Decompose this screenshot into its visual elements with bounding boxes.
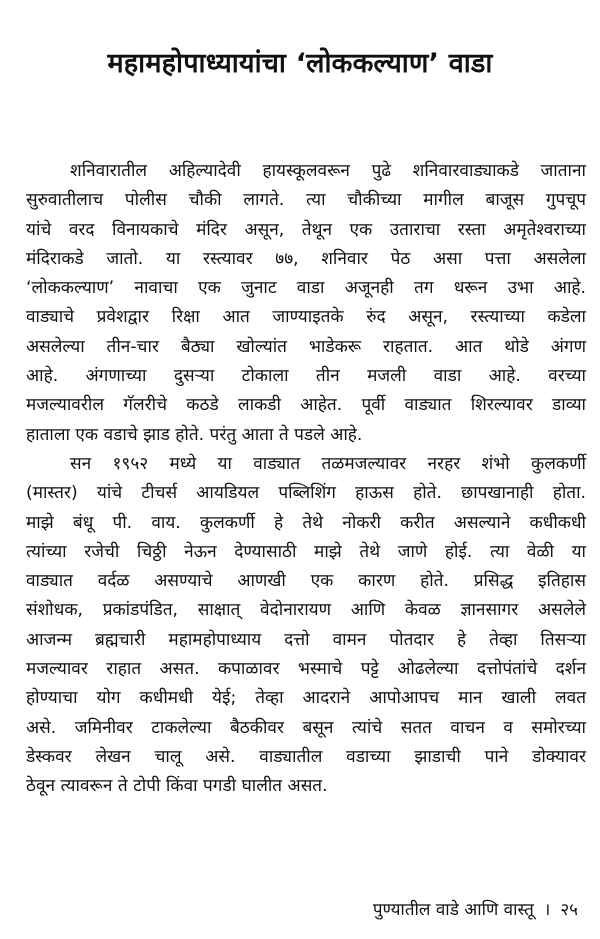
body-text bbox=[26, 157, 586, 802]
text-line: असे. जमिनीवर टाकलेल्या बैठकीवर बसून त्यांचे सतत वाचन व समोरच्या bbox=[26, 717, 586, 738]
text-line: मंदिराकडे जातो. या रस्त्यावर ७७, शनिवार पेठ असा पत्ता असलेला bbox=[26, 248, 586, 269]
text-line: (मास्तर) यांचे टीचर्स आयडियल पब्लिशिंग हाऊस होते. छापखानाही होता. bbox=[26, 483, 586, 504]
text-line: संशोधक, प्रकांडपंडित, साक्षात् वेदोनारायण आणि केवळ ज्ञानसागर असलेले bbox=[26, 600, 586, 621]
text-line: हाताला एक वडाचे झाड होते. परंतु आता ते पडले आहे. bbox=[26, 424, 363, 445]
text-line: सुरुवातीलाच पोलीस चौकी लागते. त्या चौकीच्या मागील बाजूस गुपचूप bbox=[26, 190, 586, 211]
text-line: शनिवारातील अहिल्यादेवी हायस्कूलवरून पुढे शनिवारवाड्याकडे जाताना bbox=[70, 161, 586, 181]
text-line: आहे. अंगणाच्या दुसऱ्या टोकाला तीन मजली वाडा आहे. वरच्या bbox=[26, 366, 586, 387]
footer-book-title: पुण्यातील वाडे आणि वास्तू bbox=[372, 900, 534, 920]
text-line: होण्याचा योग कधीमधी येई; तेव्हा आदराने आपोआपच मान खाली लवत bbox=[26, 688, 586, 709]
text-line: यांचे वरद विनायकाचे मंदिर असून, तेथून एक उताराचा रस्ता अमृतेश्वराच्या bbox=[26, 219, 586, 240]
paragraph-1 bbox=[26, 157, 586, 450]
text-line: आजन्म ब्रह्मचारी महामहोपाध्याय दत्तो वामन पोतदार हे तेव्हा तिसऱ्या bbox=[26, 629, 586, 650]
text-line: असलेल्या तीन-चार बैठ्या खोल्यांत भाडेकरू राहतात. आत थोडे अंगण bbox=[26, 336, 586, 357]
text-line: त्यांच्या रजेची चिठ्ठी नेऊन देण्यासाठी माझे तेथे जाणे होई. त्या वेळी या bbox=[26, 541, 586, 562]
page-footer bbox=[373, 898, 578, 922]
paragraph-2 bbox=[26, 450, 586, 802]
text-line: ठेवून त्यावरून ते टोपी किंवा पगडी घालीत असत. bbox=[26, 776, 328, 797]
text-line: वाड्यात वर्दळ असण्याचे आणखी एक कारण होते. प्रसिद्ध इतिहास bbox=[26, 571, 586, 592]
page-number: २५ bbox=[560, 900, 578, 920]
text-line: डेस्कवर लेखन चालू असे. वाड्यातील वडाच्या झाडाची पाने डोक्यावर bbox=[26, 746, 586, 767]
text-line: ‘लोककल्याण’ नावाचा एक जुनाट वाडा अजूनही तग धरून उभा आहे. bbox=[26, 278, 586, 299]
text-line: वाड्याचे प्रवेशद्वार रिक्षा आत जाण्याइतके रुंद असून, रस्त्याच्या कडेला bbox=[26, 307, 586, 328]
footer-separator: । bbox=[543, 900, 551, 920]
text-line: मजल्यावरील गॅलरीचे कठडे लाकडी आहेत. पूर्वी वाड्यात शिरल्यावर डाव्या bbox=[26, 395, 586, 416]
page-title: महामहोपाध्यायांचा ‘लोककल्याण’ वाडा bbox=[107, 48, 493, 80]
text-line: सन १९५२ मध्ये या वाड्यात तळमजल्यावर नरहर शंभो कुलकर्णी bbox=[70, 453, 586, 474]
text-line: मजल्यावर राहात असत. कपाळावर भस्माचे पट्टे ओढलेल्या दत्तोपंतांचे दर्शन bbox=[26, 659, 586, 680]
text-line: माझे बंधू पी. वाय. कुलकर्णी हे तेथे नोकरी करीत असल्याने कधीकधी bbox=[26, 512, 586, 533]
